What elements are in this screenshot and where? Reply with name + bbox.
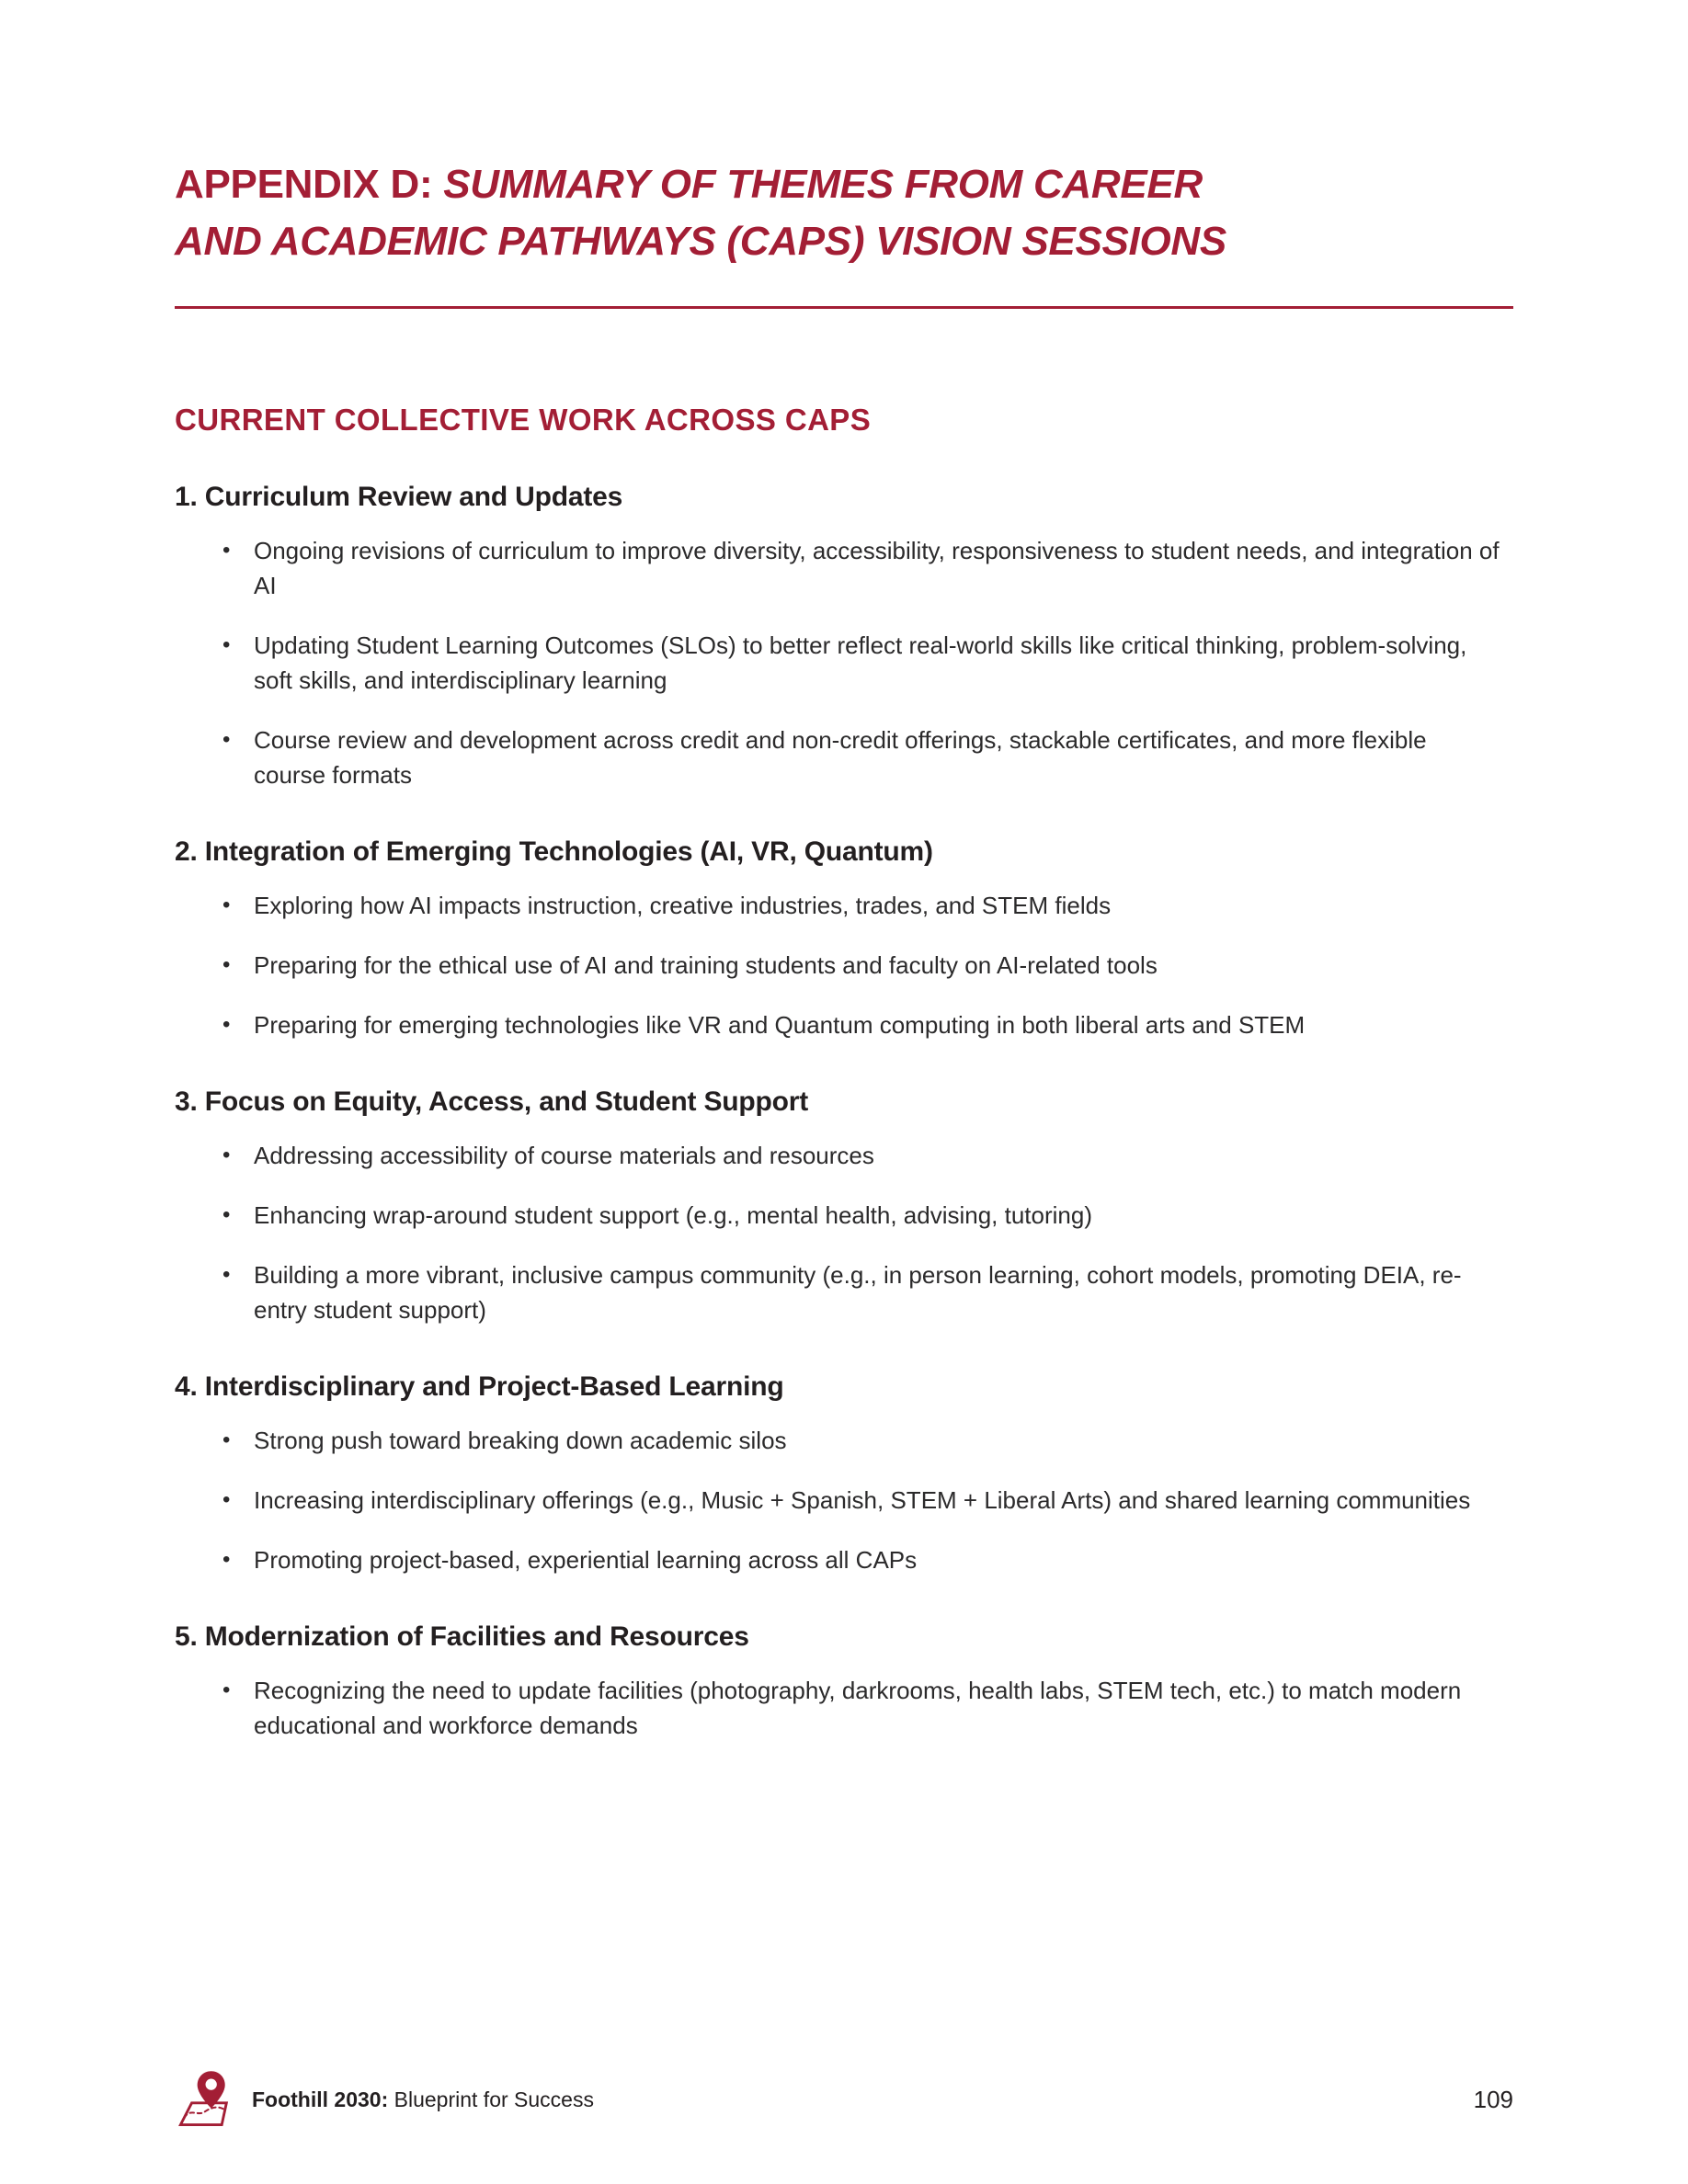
footer-brand — [252, 2087, 594, 2112]
footer-brand-rest: Blueprint for Success — [393, 2087, 594, 2111]
bullet-icon: • — [222, 1142, 231, 1167]
item-title: Focus on Equity, Access, and Student Support — [204, 1086, 809, 1117]
footer-brand-bold: Foothill 2030: — [252, 2087, 389, 2111]
item-number: 4. — [175, 1371, 198, 1402]
list-item — [222, 1423, 1500, 1458]
bullet-list — [175, 1138, 1513, 1327]
page-footer — [175, 2068, 1513, 2131]
item-title: Interdisciplinary and Project-Based Learning — [204, 1371, 784, 1402]
item-title: Modernization of Facilities and Resources — [204, 1621, 749, 1652]
numbered-section-3 — [175, 1086, 1513, 1327]
bullet-text: Ongoing revisions of curriculum to improve diversity, accessibility, responsiveness to student needs, and integration of AI — [254, 536, 1500, 599]
bullet-icon: • — [222, 537, 231, 563]
list-item — [222, 948, 1500, 983]
numbered-section-1 — [175, 482, 1513, 792]
item-title: Curriculum Review and Updates — [204, 481, 623, 512]
bullet-list — [175, 1423, 1513, 1577]
item-heading — [175, 836, 1513, 868]
page-title-emphasis-line1: SUMMARY OF THEMES FROM CAREER — [443, 162, 1203, 207]
list-item — [222, 1483, 1500, 1518]
bullet-text: Preparing for emerging technologies like VR and Quantum computing in both liberal arts and STEM — [254, 1010, 1306, 1039]
list-item — [222, 1138, 1500, 1173]
list-item — [222, 628, 1500, 698]
list-item — [222, 888, 1500, 923]
bullet-text: Exploring how AI impacts instruction, creative industries, trades, and STEM fields — [254, 891, 1112, 919]
bullet-list — [175, 1673, 1513, 1743]
item-number: 5. — [175, 1621, 198, 1652]
bullet-text: Addressing accessibility of course materials and resources — [254, 1141, 874, 1169]
item-number: 3. — [175, 1086, 198, 1117]
item-number: 2. — [175, 836, 198, 867]
bullet-list — [175, 533, 1513, 792]
item-number: 1. — [175, 481, 198, 512]
bullet-icon: • — [222, 631, 231, 657]
list-item — [222, 1198, 1500, 1233]
page-title-emphasis-line2: AND ACADEMIC PATHWAYS (CAPS) VISION SESSIONS — [175, 219, 1226, 265]
bullet-icon: • — [222, 892, 231, 917]
list-item — [222, 722, 1500, 792]
bullet-icon: • — [222, 1677, 231, 1702]
map-pin-icon — [175, 2068, 234, 2131]
bullet-icon: • — [222, 1486, 231, 1512]
bullet-text: Course review and development across credit and non-credit offerings, stackable certificates, and more flexible course formats — [254, 725, 1427, 789]
bullet-icon: • — [222, 1261, 231, 1287]
bullet-icon: • — [222, 1427, 231, 1452]
numbered-section-2 — [175, 836, 1513, 1042]
list-item — [222, 1673, 1500, 1743]
bullet-text: Building a more vibrant, inclusive campus community (e.g., in person learning, cohort models, promoting DEIA, re-entry student support) — [254, 1260, 1462, 1324]
list-item — [222, 1007, 1500, 1042]
bullet-icon: • — [222, 1011, 231, 1037]
bullet-text: Promoting project-based, experiential learning across all CAPs — [254, 1545, 918, 1574]
list-item — [222, 1542, 1500, 1577]
item-title: Integration of Emerging Technologies (AI, VR, Quantum) — [204, 836, 933, 867]
bullet-list — [175, 888, 1513, 1042]
section-heading: CURRENT COLLECTIVE WORK ACROSS CAPS — [175, 402, 872, 437]
item-heading — [175, 482, 1513, 513]
item-heading — [175, 1621, 1513, 1653]
item-heading — [175, 1371, 1513, 1403]
page-title-prefix: APPENDIX D: — [175, 162, 433, 207]
list-item — [222, 1257, 1500, 1327]
bullet-text: Enhancing wrap-around student support (e.g., mental health, advising, tutoring) — [254, 1200, 1092, 1229]
numbered-section-5 — [175, 1621, 1513, 1743]
page-title — [175, 156, 1407, 271]
bullet-icon: • — [222, 951, 231, 977]
page-number: 109 — [1473, 2085, 1513, 2113]
bullet-icon: • — [222, 1546, 231, 1572]
bullet-text: Strong push toward breaking down academic silos — [254, 1426, 787, 1454]
title-divider — [175, 306, 1513, 309]
bullet-text: Increasing interdisciplinary offerings (e.g., Music + Spanish, STEM + Liberal Arts) and shared learning communities — [254, 1485, 1471, 1514]
list-item — [222, 533, 1500, 603]
bullet-text: Preparing for the ethical use of AI and training students and faculty on AI-related tools — [254, 950, 1158, 979]
bullet-text: Updating Student Learning Outcomes (SLOs) to better reflect real-world skills like critical thinking, problem-solving, soft skills, and interdisciplinary learning — [254, 631, 1467, 694]
bullet-icon: • — [222, 1201, 231, 1227]
item-heading — [175, 1086, 1513, 1118]
bullet-text: Recognizing the need to update facilities (photography, darkrooms, health labs, STEM tech, etc.) to match modern educational and workforce demands — [254, 1676, 1462, 1739]
numbered-section-4 — [175, 1371, 1513, 1577]
bullet-icon: • — [222, 726, 231, 752]
